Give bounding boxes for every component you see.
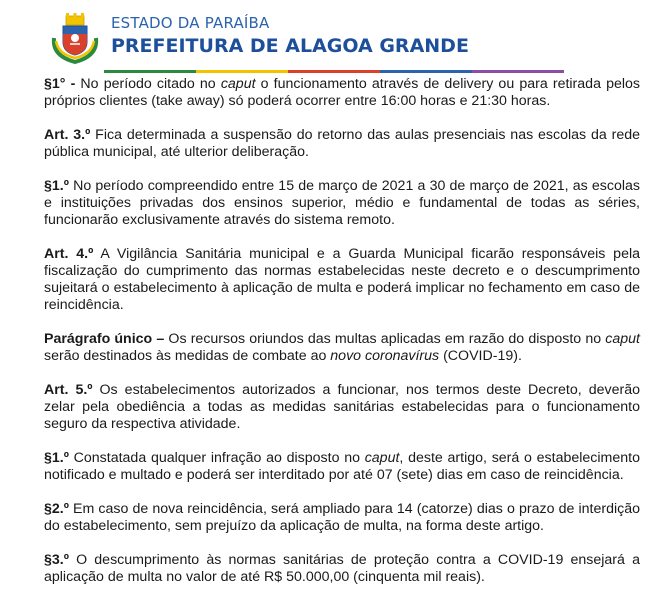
italic-text: caput (605, 331, 640, 347)
paragraph (44, 331, 640, 365)
paragraph (44, 127, 640, 161)
paragraph-label: Art. 5.º (44, 382, 93, 398)
paragraph (44, 450, 640, 484)
paragraph-text: Os recursos oriundos das multas aplicadas em razão do disposto no (164, 331, 606, 347)
state-name: ESTADO DA PARAÍBA (111, 14, 270, 32)
italic-text: caput (220, 76, 256, 92)
header-color-rule (104, 70, 564, 73)
paragraph-text: , deste artigo, será o estabelecimento notificado e multado e poderá ser interditado por até 07 (sete) dias em caso de reincidência. (44, 450, 640, 483)
coat-of-arms-icon (46, 8, 104, 66)
paragraph-label: Art. 3.º (44, 127, 91, 143)
paragraph-label: §1.º (44, 178, 69, 194)
paragraph (44, 76, 640, 110)
paragraph-text: O descumprimento às normas sanitárias de proteção contra a COVID-19 ensejará a aplicação de multa no valor de até R$ 50.000,00 (cinquenta mil reais). (44, 552, 640, 585)
paragraph-text: No período citado no (75, 76, 221, 92)
document-header (0, 0, 668, 78)
paragraph (44, 552, 640, 586)
paragraph (44, 178, 640, 229)
paragraph-label: §1° - (44, 76, 76, 92)
italic-text: novo coronavírus (330, 348, 440, 364)
paragraph (44, 382, 640, 433)
paragraph-text: Em caso de nova reincidência, será ampliado para 14 (catorze) dias o prazo de interdição do estabelecimento, sem prejuízo da aplicação de multa, na forma deste artigo. (44, 501, 640, 534)
paragraph-label: Parágrafo único – (44, 331, 165, 347)
paragraph-label: §1.º (44, 450, 69, 466)
paragraph-text: (COVID-19). (439, 348, 522, 364)
city-name: PREFEITURA DE ALAGOA GRANDE (111, 35, 469, 57)
paragraph-text: o funcionamento através de delivery ou para retirada pelos próprios clientes (take away) só poderá ocorrer entre 16:00 horas e 21:30 horas. (44, 76, 640, 109)
paragraph-label: §2.º (44, 501, 69, 517)
paragraph (44, 501, 640, 535)
italic-text: caput (364, 450, 400, 466)
paragraph-text: Fica determinada a suspensão do retorno das aulas presenciais nas escolas da rede pública municipal, até ulterior deliberação. (44, 127, 641, 160)
paragraph-text: Constatada qualquer infração ao disposto no (68, 450, 365, 466)
document-body (44, 76, 640, 603)
paragraph (44, 246, 640, 314)
paragraph-text: A Vigilância Sanitária municipal e a Guarda Municipal ficarão responsáveis pela fiscalização do cumprimento das normas estabelecidas neste decreto e o descumprimento sujeitará o estabelecimento à aplicação de multa e poderá implicar no fechamento em caso de reincidência. (44, 246, 641, 313)
paragraph-label: §3.º (44, 552, 69, 568)
paragraph-text: No período compreendido entre 15 de março de 2021 a 30 de março de 2021, as escolas e instituições privadas dos ensinos superior, médio e fundamental de todas as séries, funcionarão exclusivamente através do sistema remoto. (44, 178, 640, 228)
paragraph-label: Art. 4.º (44, 246, 94, 262)
paragraph-text: serão destinados às medidas de combate ao (44, 348, 331, 364)
paragraph-text: Os estabelecimentos autorizados a funcionar, nos termos deste Decreto, deverão zelar pela obediência a todas as medidas sanitárias estabelecidas para o funcionamento seguro da respectiva atividade. (44, 382, 640, 432)
